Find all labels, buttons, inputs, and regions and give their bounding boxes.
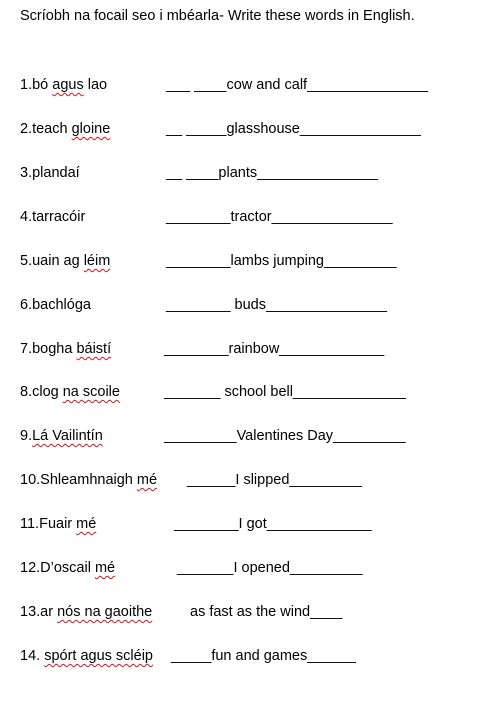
word-row	[0, 560, 495, 582]
irish-word-part: na scoile	[62, 384, 120, 400]
english-answer: ________rainbow_____________	[164, 341, 385, 357]
word-row	[0, 77, 495, 99]
irish-word-part: 3.plandaí	[20, 165, 80, 181]
english-answer: __ _____glasshouse_______________	[166, 121, 421, 137]
english-answer: _____fun and games______	[171, 648, 356, 664]
english-answer: __ ____plants_______________	[166, 165, 379, 181]
irish-word-part: agus	[52, 77, 84, 93]
english-answer: _______I opened_________	[177, 560, 363, 576]
irish-word-part: mé	[136, 472, 158, 488]
irish-word	[20, 604, 152, 620]
irish-word	[20, 648, 153, 664]
irish-word	[20, 253, 110, 269]
word-row	[0, 341, 495, 363]
irish-word-part: 11.Fuair	[20, 516, 77, 532]
irish-word	[20, 341, 111, 357]
irish-word-part: 8.clog	[20, 384, 63, 400]
english-answer: as fast as the wind____	[190, 604, 343, 620]
irish-word	[20, 472, 157, 488]
irish-word-part: 5.uain ag	[20, 253, 84, 269]
word-row	[0, 472, 495, 494]
word-row	[0, 297, 495, 319]
irish-word	[20, 209, 85, 225]
irish-word-part: báistí	[76, 341, 112, 357]
irish-word-part: 12.D’oscail	[20, 560, 95, 576]
irish-word-part: 7.bogha	[20, 341, 77, 357]
word-row	[0, 604, 495, 626]
irish-word	[20, 428, 103, 444]
irish-word-part: 2.teach	[20, 121, 72, 137]
irish-word-part: spórt agus scléip	[44, 648, 153, 664]
word-row	[0, 648, 495, 670]
irish-word-part: mé	[94, 560, 116, 576]
word-row	[0, 428, 495, 450]
irish-word	[20, 516, 96, 532]
worksheet-title: Scríobh na focail seo i mbéarla- Write these words in English.	[20, 8, 415, 24]
irish-word-part: 9.	[20, 428, 33, 444]
irish-word-part: gloine	[71, 121, 111, 137]
english-answer: ______I slipped_________	[187, 472, 362, 488]
word-row	[0, 209, 495, 231]
irish-word	[20, 384, 120, 400]
word-row	[0, 516, 495, 538]
irish-word	[20, 77, 107, 93]
irish-word-part: nós na gaoithe	[57, 604, 153, 620]
english-answer: _________Valentines Day_________	[164, 428, 406, 444]
english-answer: ___ ____cow and calf_______________	[166, 77, 429, 93]
irish-word	[20, 560, 115, 576]
irish-word	[20, 121, 110, 137]
irish-word-part: 4.tarracóir	[20, 209, 86, 225]
irish-word-part: 1.bó	[20, 77, 53, 93]
word-row	[0, 165, 495, 187]
english-answer: ________tractor_______________	[166, 209, 393, 225]
irish-word	[20, 297, 91, 313]
english-answer: _______ school bell______________	[164, 384, 406, 400]
word-row	[0, 253, 495, 275]
irish-word-part: mé	[76, 516, 97, 532]
irish-word-part: lao	[83, 77, 108, 93]
word-row	[0, 384, 495, 406]
english-answer: ________ buds_______________	[166, 297, 387, 313]
irish-word	[20, 165, 80, 181]
irish-word-part: 14.	[20, 648, 45, 664]
irish-word-part: léim	[83, 253, 111, 269]
english-answer: ________I got_____________	[174, 516, 372, 532]
irish-word-part: 6.bachlóga	[20, 297, 91, 313]
english-answer: ________lambs jumping_________	[166, 253, 397, 269]
word-row	[0, 121, 495, 143]
irish-word-part: 10.Shleamhnaigh	[20, 472, 137, 488]
irish-word-part: 13.ar	[20, 604, 58, 620]
irish-word-part: Lá Vailintín	[32, 428, 103, 444]
